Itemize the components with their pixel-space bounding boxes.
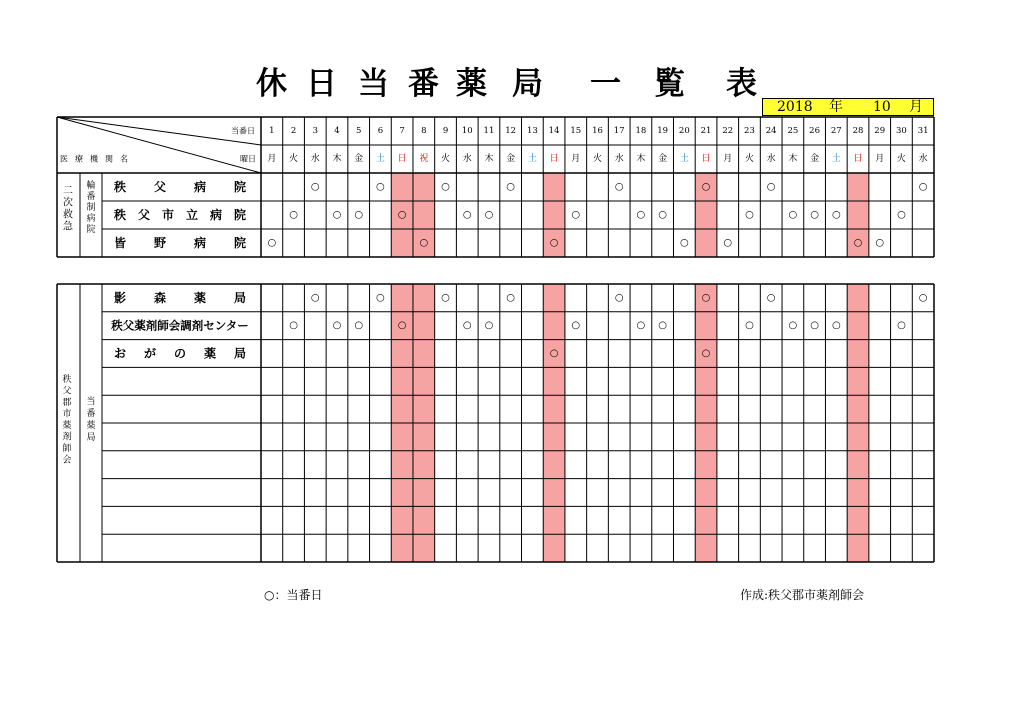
weekday-cell: 土 [375, 154, 385, 164]
institution-name-char: 局 [233, 346, 247, 361]
institution-name-char: お [113, 346, 127, 361]
title-char: 表 [726, 66, 759, 102]
duty-mark-icon: ○ [419, 237, 429, 249]
weekday-cell: 水 [766, 154, 776, 164]
title-char: 番 [408, 66, 441, 102]
institution-name-char: 父 [137, 208, 151, 222]
duty-mark-icon: ○ [267, 237, 277, 249]
day-number: 2 [290, 126, 297, 136]
day-number: 12 [505, 126, 517, 136]
institution-name-char: 市 [161, 208, 175, 222]
day-number: 10 [461, 126, 473, 136]
section2-group-label: 会 [62, 455, 72, 466]
duty-mark-icon: ○ [766, 181, 776, 193]
weekday-cell: 木 [788, 154, 798, 164]
duty-day-label: 当番日 [231, 126, 255, 136]
duty-mark-icon: ○ [571, 209, 581, 221]
institution-name-char: 秩 [113, 180, 127, 194]
duty-mark-icon: ○ [853, 237, 863, 249]
section2-group-label: 父 [62, 386, 72, 397]
duty-mark-icon: ○ [506, 181, 516, 193]
year-value: 2018 [777, 99, 813, 115]
day-number: 14 [548, 126, 560, 136]
duty-mark-icon: ○ [875, 237, 885, 249]
day-number: 26 [809, 126, 821, 136]
title-char: 薬 [456, 66, 489, 102]
duty-mark-icon: ○ [766, 292, 776, 304]
day-number: 7 [399, 126, 405, 136]
duty-mark-icon: ○ [441, 181, 450, 193]
duty-mark-icon: ○ [376, 181, 385, 193]
weekday-cell: 日 [853, 154, 863, 164]
duty-mark-icon: ○ [831, 209, 841, 221]
section2-group-label: 薬 [62, 421, 72, 431]
duty-mark-icon: ○ [810, 209, 819, 221]
day-number: 24 [765, 126, 777, 136]
institution-name-char: 影 [113, 290, 127, 305]
duty-mark-icon: ○ [701, 348, 711, 359]
institution-name-char: 院 [233, 236, 247, 250]
day-number: 18 [635, 126, 647, 136]
institution-name-char: 秩 [113, 208, 127, 222]
section2-sub-label: 番 [86, 409, 96, 419]
day-number: 16 [592, 126, 603, 136]
weekday-cell: 水 [614, 154, 624, 164]
year-unit: 年 [829, 99, 843, 115]
duty-mark-icon: ○ [310, 292, 320, 304]
duty-mark-icon: ○ [831, 320, 841, 332]
institution-name-char: 病 [193, 236, 207, 250]
header-diagonal [57, 117, 261, 173]
month-unit: 月 [909, 99, 923, 115]
day-number: 20 [678, 126, 690, 136]
duty-mark-icon: ○ [441, 292, 450, 304]
duty-mark-icon: ○ [332, 320, 342, 332]
day-number: 5 [355, 126, 362, 136]
weekday-cell: 火 [289, 154, 299, 164]
section1-sub-label: 制 [86, 203, 96, 213]
section2-sub-label: 薬 [86, 421, 96, 431]
title-char: 覧 [654, 66, 687, 102]
duty-mark-icon: ○ [918, 292, 928, 304]
day-number: 27 [830, 126, 842, 136]
day-number: 13 [526, 126, 538, 136]
duty-mark-icon: ○ [354, 320, 364, 332]
institution-name-char: 立 [185, 208, 199, 222]
day-number: 25 [787, 126, 799, 136]
weekday-cell: 金 [810, 154, 820, 164]
duty-mark-icon: ○ [332, 209, 342, 221]
weekday-cell: 水 [462, 154, 472, 164]
section2-sub-label: 局 [86, 433, 96, 443]
author-note: 作成:秩父郡市薬剤師会 [740, 588, 865, 602]
day-number: 21 [700, 126, 712, 136]
day-number: 1 [269, 126, 275, 136]
day-number: 4 [334, 126, 340, 136]
legend [264, 586, 323, 603]
section1-sub-label: 病 [86, 214, 96, 224]
duty-mark-icon: ○ [571, 320, 581, 332]
weekday-cell: 土 [527, 154, 537, 164]
duty-mark-icon: ○ [289, 320, 298, 332]
weekday-cell: 日 [549, 154, 559, 164]
section2-group-label: 秩 [62, 375, 72, 385]
duty-mark-icon: ○ [462, 320, 472, 332]
duty-mark-icon: ○ [549, 348, 559, 359]
institution-name-char: 局 [233, 290, 247, 305]
duty-mark-icon: ○ [701, 292, 711, 304]
duty-mark-icon: ○ [614, 292, 624, 304]
institution-name-char: 森 [153, 290, 167, 305]
institution-label: 関 [105, 154, 113, 164]
duty-mark-icon: ○ [484, 209, 494, 221]
duty-mark-icon: ○ [897, 320, 906, 332]
duty-mark-icon: ○ [788, 209, 798, 221]
duty-mark-icon: ○ [918, 181, 928, 193]
institution-name-char: の [173, 346, 187, 361]
institution-label: 機 [90, 154, 98, 164]
institution-name-char: 院 [233, 208, 247, 222]
day-number: 17 [613, 126, 625, 136]
institution-name: 秩父薬剤師会調剤センター [111, 318, 249, 333]
title-char: 当 [358, 66, 391, 102]
section2-group-label: 郡 [62, 398, 72, 408]
duty-mark-icon: ○ [636, 209, 646, 221]
duty-mark-icon: ○ [484, 320, 494, 332]
day-number: 28 [852, 126, 864, 136]
title-char: 局 [512, 66, 545, 102]
institution-name-char: 薬 [203, 346, 217, 361]
section1-group-label: 急 [63, 221, 73, 233]
section1-sub-label: 輪 [86, 181, 96, 191]
duty-mark-icon: ○ [397, 209, 407, 221]
institution-label: 医 [60, 154, 68, 164]
weekday-cell: 日 [701, 154, 711, 164]
duty-mark-icon: ○ [549, 237, 559, 249]
day-number: 31 [917, 126, 929, 136]
weekday-cell: 祝 [419, 154, 429, 164]
day-number: 3 [312, 126, 318, 136]
weekday-cell: 月 [723, 154, 733, 164]
section1-sub-label: 番 [86, 192, 96, 202]
weekday-cell: 金 [658, 154, 668, 164]
duty-mark-icon: ○ [701, 181, 711, 193]
institution-name-char: 野 [153, 236, 167, 250]
title-char: 一 [590, 66, 623, 102]
weekday-cell: 水 [918, 154, 928, 164]
weekday-cell: 月 [571, 154, 581, 164]
weekday-cell: 日 [397, 154, 407, 164]
day-number: 11 [483, 126, 495, 136]
duty-mark-icon: ○ [310, 181, 320, 193]
title-char: 日 [306, 66, 339, 102]
weekday-cell: 火 [441, 154, 451, 164]
duty-mark-icon: ○ [462, 209, 472, 221]
day-number: 29 [874, 126, 886, 136]
duty-mark-icon: ○ [658, 320, 667, 332]
duty-mark-icon: ○ [397, 320, 407, 332]
section2-group-label: 市 [62, 409, 72, 420]
day-number: 6 [377, 126, 384, 136]
institution-name-char: が [143, 346, 157, 361]
institution-name-char: 薬 [193, 290, 207, 305]
duty-mark-icon: ○ [745, 209, 754, 221]
section1-group-label: 次 [63, 197, 73, 209]
day-number: 9 [442, 126, 449, 136]
day-number: 30 [896, 126, 907, 136]
section2-group-label: 剤 [62, 432, 72, 443]
duty-mark-icon: ○ [636, 320, 646, 332]
weekday-cell: 木 [484, 154, 494, 164]
institution-name-char: 病 [193, 180, 207, 194]
institution-name-char: 院 [233, 180, 247, 194]
institution-name-char: 病 [209, 208, 223, 222]
weekday-cell: 火 [592, 154, 603, 164]
institution-label: 療 [75, 154, 83, 164]
section1-sub-label: 院 [86, 225, 96, 235]
weekday-cell: 木 [636, 154, 646, 164]
duty-mark-icon: ○ [723, 237, 733, 249]
duty-mark-icon: ○ [354, 209, 364, 221]
weekday-cell: 水 [310, 154, 320, 164]
day-number: 15 [570, 126, 582, 136]
day-number: 22 [722, 126, 734, 136]
weekday-cell: 月 [875, 154, 885, 164]
section1-group-label: 救 [63, 209, 73, 221]
title-char: 休 [256, 66, 289, 102]
duty-mark-icon: ○ [745, 320, 754, 332]
month-value: 10 [873, 99, 891, 115]
duty-mark-icon: ○ [788, 320, 798, 332]
section1-group-label: 二 [63, 185, 73, 197]
weekday-cell: 土 [679, 154, 689, 164]
duty-mark-icon: ○ [810, 320, 819, 332]
day-number: 23 [744, 126, 755, 136]
weekday-cell: 火 [896, 154, 906, 164]
weekday-cell: 金 [506, 154, 516, 164]
weekday-cell: 金 [354, 154, 364, 164]
duty-mark-icon: ○ [506, 292, 516, 304]
duty-mark-icon: ○ [289, 209, 298, 221]
legend-text: ：当番日 [274, 588, 323, 602]
weekday-cell: 土 [831, 154, 841, 164]
duty-mark-icon: ○ [658, 209, 667, 221]
day-number: 19 [657, 126, 669, 136]
duty-mark-icon: ○ [614, 181, 624, 193]
weekday-cell: 火 [744, 154, 754, 164]
day-number: 8 [421, 126, 427, 136]
duty-mark-icon: ○ [679, 237, 689, 249]
weekday-cell: 月 [267, 154, 277, 164]
institution-label: 名 [120, 154, 128, 164]
section2-group-label: 師 [62, 444, 72, 454]
institution-name-char: 父 [153, 180, 167, 194]
duty-mark-icon: ○ [264, 588, 275, 602]
weekday-label: 曜日 [240, 154, 256, 164]
duty-mark-icon: ○ [897, 209, 906, 221]
duty-mark-icon: ○ [376, 292, 385, 304]
institution-name-char: 皆 [113, 236, 127, 250]
section2-sub-label: 当 [86, 397, 96, 407]
weekday-cell: 木 [332, 154, 342, 164]
